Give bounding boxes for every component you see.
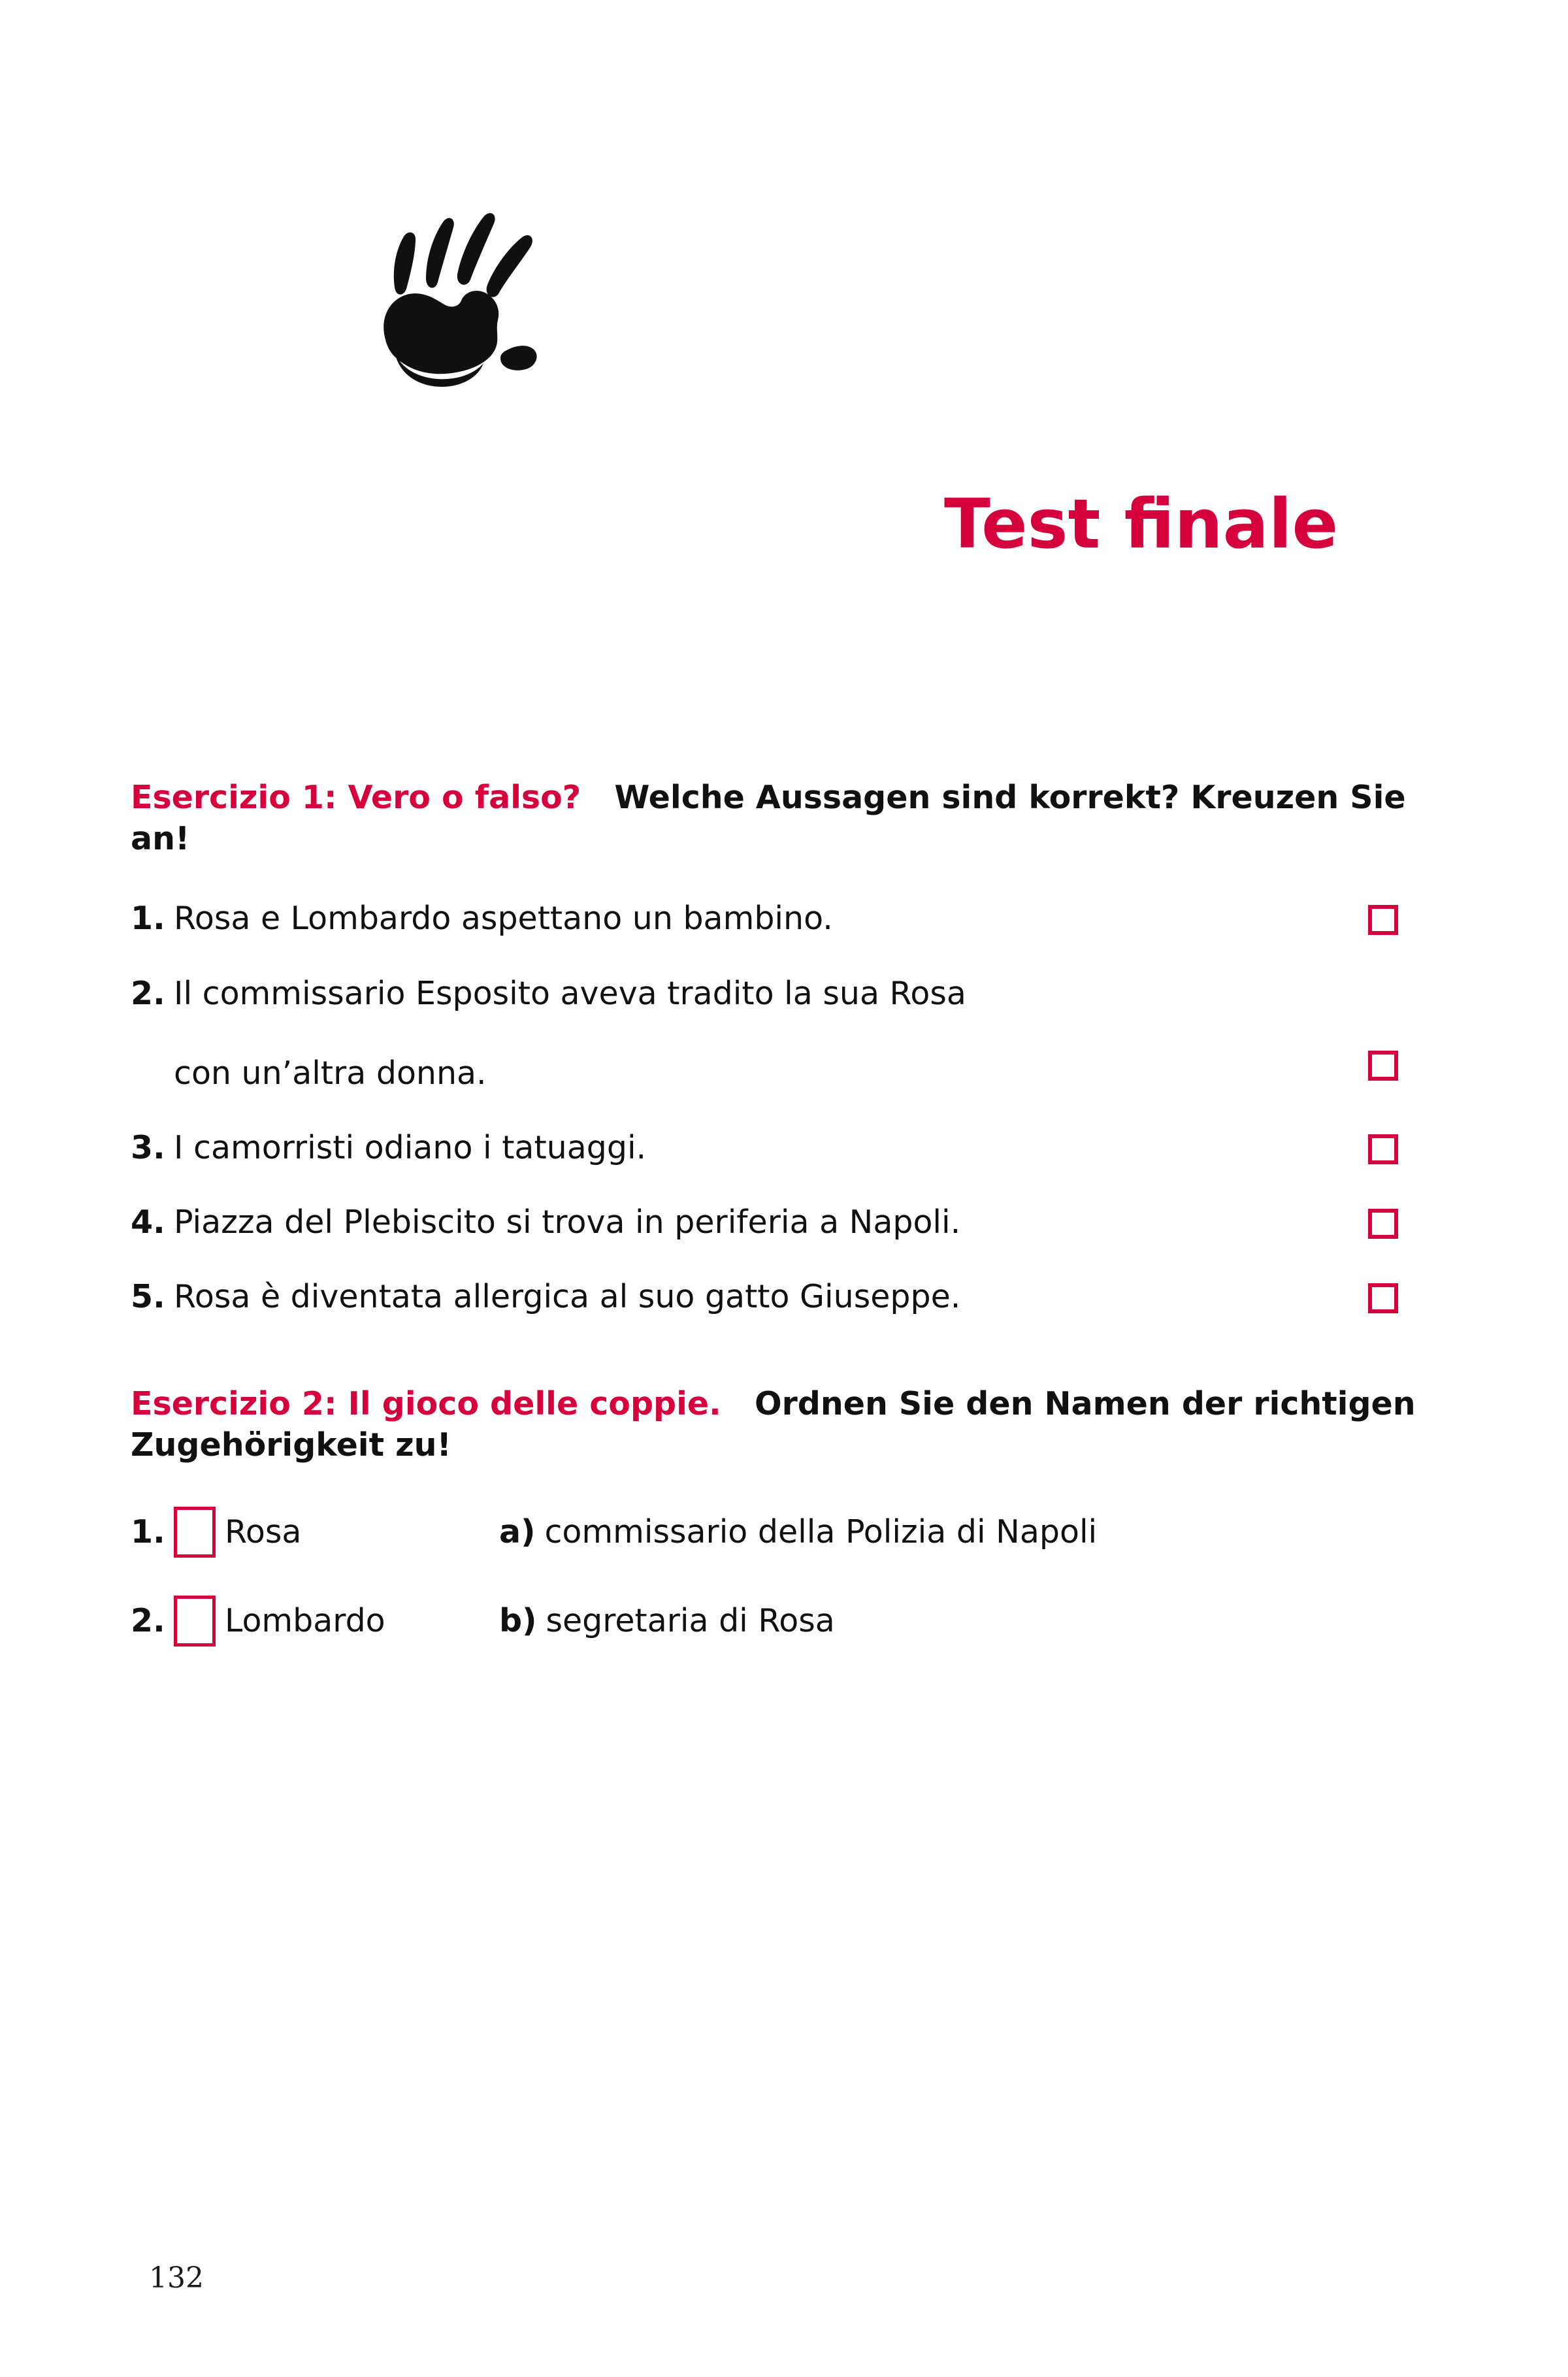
list-item	[131, 1507, 1444, 1558]
pair-name: Rosa	[225, 1513, 302, 1551]
item-text-line1: Il commissario Esposito aveva tradito la sua Rosa	[174, 974, 966, 1012]
list-item	[131, 1275, 1444, 1319]
pair-name: Lombardo	[225, 1602, 385, 1640]
item-text: I camorristi odiano i tatuaggi.	[174, 1128, 647, 1166]
pair-description: segretaria di Rosa	[546, 1602, 835, 1640]
page-header	[366, 176, 1338, 564]
pair-description: commissario della Polizia di Napoli	[544, 1513, 1098, 1551]
handprint-icon	[366, 176, 588, 438]
checkbox[interactable]	[1368, 1283, 1398, 1313]
item-number: 2.	[131, 1602, 165, 1640]
answer-box[interactable]	[174, 1507, 216, 1558]
list-item	[131, 972, 1444, 1095]
item-text: Piazza del Plebiscito si trova in periferia a Napoli.	[174, 1204, 961, 1241]
exercise2-label: Esercizio 2: Il gioco delle coppie.	[131, 1385, 721, 1423]
exercise1-label: Esercizio 1: Vero o falso?	[131, 779, 581, 816]
item-text	[174, 972, 1444, 1095]
item-number: 4.	[131, 1204, 165, 1241]
exercise2-instruction: Ordnen Sie den Namen der richtigen Zugehörigkeit zu!	[131, 1385, 1416, 1464]
list-item	[131, 1201, 1444, 1244]
list-item	[131, 897, 1444, 940]
pair-matching-list	[131, 1507, 1444, 1647]
item-number: 3.	[131, 1128, 165, 1166]
item-text-line2: con un’altra donna.	[174, 1054, 487, 1092]
item-text: Rosa è diventata allergica al suo gatto Giuseppe.	[174, 1278, 961, 1316]
checkbox[interactable]	[1368, 905, 1398, 935]
exercise1-heading	[131, 778, 1444, 859]
true-false-list	[131, 897, 1444, 1319]
checkbox[interactable]	[1368, 1134, 1398, 1164]
exercise1-instruction: Welche Aussagen sind korrekt? Kreuzen Sie an!	[131, 779, 1406, 857]
list-item	[131, 1596, 1444, 1647]
item-text: Rosa e Lombardo aspettano un bambino.	[174, 900, 833, 938]
exercise2-heading	[131, 1384, 1444, 1466]
item-number: 1.	[131, 1513, 165, 1551]
item-number: 2.	[131, 974, 165, 1012]
item-number: 1.	[131, 900, 165, 938]
item-number: 5.	[131, 1278, 165, 1316]
answer-box[interactable]	[174, 1596, 216, 1647]
checkbox[interactable]	[1368, 1209, 1398, 1239]
checkbox[interactable]	[1368, 1051, 1398, 1081]
pair-letter: a)	[499, 1513, 536, 1551]
page-number: 132	[149, 2261, 204, 2295]
pair-letter: b)	[499, 1602, 537, 1640]
content-area	[131, 778, 1444, 1684]
page-title: Test finale	[944, 484, 1338, 564]
list-item	[131, 1126, 1444, 1170]
